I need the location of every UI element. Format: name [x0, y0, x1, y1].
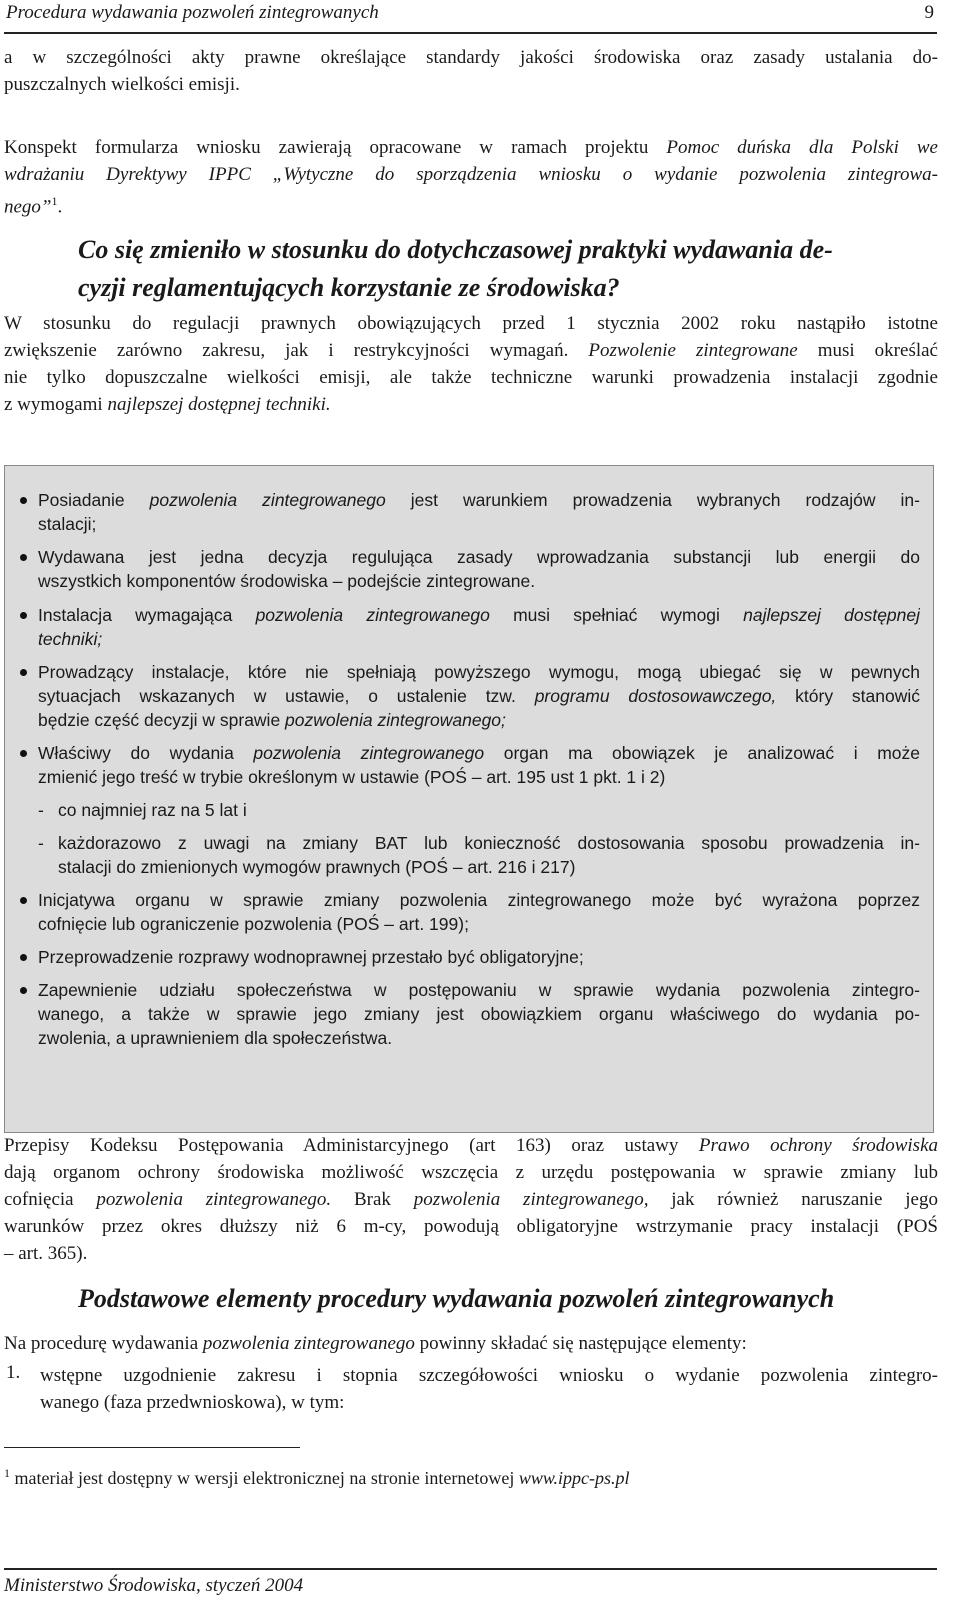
text-line: stalacji do zmienionych wymogów prawnych (POŚ – art. 216 i 217)	[58, 857, 576, 877]
kpa-paragraph	[4, 1132, 938, 1267]
term-italic: pozwolenia zintegrowanego	[149, 490, 386, 510]
page-footer: Ministerstwo Środowiska, styczeń 2004	[4, 1575, 304, 1596]
text-line: każdorazowo z uwagi na zmiany BAT lub konieczność dostosowania sposobu prowadzenia in-	[58, 833, 920, 853]
bullet-icon	[20, 612, 27, 619]
bullet-icon	[20, 897, 27, 904]
law-title: Prawo ochrony środowiska	[698, 1135, 938, 1156]
numbered-list-item	[40, 1362, 938, 1416]
text-span: powinny składać się następujące elementy:	[414, 1333, 747, 1354]
text-line: nie tylko dopuszczalne wielkości emisji, ale także techniczne warunki prowadzenia instalacji zgodnie	[4, 367, 938, 388]
footnote-reference[interactable]: 1	[51, 194, 58, 208]
text-span: cofnięcia	[4, 1189, 97, 1210]
intro-paragraph	[4, 44, 938, 98]
text-line: Zapewnienie udziału społeczeństwa w postępowaniu w sprawie wydania pozwolenia zintegro-	[38, 980, 920, 1000]
text-span: musi określać	[797, 340, 938, 361]
term-italic: najlepszej dostępnej	[743, 605, 920, 625]
footnote	[4, 1466, 630, 1489]
text-line: wstępne uzgodnienie zakresu i stopnia szczegółowości wniosku o wydanie pozwolenia zintegro-	[40, 1365, 938, 1386]
text-span: Posiadanie	[38, 490, 150, 510]
section-heading-changes	[78, 231, 833, 307]
konspekt-paragraph	[4, 134, 938, 218]
text-line: wanego, a także w sprawie jego zmiany jest obowiązkiem organu właściwego do wydania po-	[38, 1004, 920, 1024]
term-italic: pozwolenia zintegrowanego,	[413, 1189, 649, 1210]
text-span: Właściwy do wydania	[38, 743, 254, 763]
text-span: Na procedurę wydawania	[4, 1333, 203, 1354]
term-italic: pozwolenia zintegrowanego	[253, 743, 485, 763]
footnote-text: materiał jest dostępny w wersji elektronicznej na stronie internetowej	[10, 1468, 519, 1488]
term-italic: programu dostosowawczego,	[534, 686, 777, 706]
heading-line: Co się zmieniło w stosunku do dotychczasowej praktyki wydawania de-	[78, 235, 833, 264]
footnote-link[interactable]: www.ippc-ps.pl	[518, 1468, 630, 1488]
text-line: cofnięcie lub ograniczenie pozwolenia (POŚ – art. 199);	[38, 914, 469, 934]
text-line: Prowadzący instalacje, które nie spełniają powyższego wymogu, mogą ubiegać się w pewnych	[38, 662, 920, 682]
dash-marker: -	[38, 800, 44, 820]
term-italic: pozwolenia zintegrowanego;	[285, 710, 506, 730]
text-line: Przeprowadzenie rozprawy wodnoprawnej przestało być obligatoryjne;	[38, 947, 584, 967]
text-line: puszczalnych wielkości emisji.	[4, 74, 240, 95]
text-span: jak również naruszanie jego	[648, 1189, 938, 1210]
text-span: organ ma obowiązek je analizować i może	[484, 743, 920, 763]
text-span: Konspekt formularza wniosku zawierają opracowane w ramach projektu	[4, 137, 667, 158]
term-italic: pozwolenia zintegrowanego	[202, 1333, 415, 1354]
text-span: jest warunkiem prowadzenia wybranych rodzajów in-	[385, 490, 920, 510]
term-italic: pozwolenia zintegrowanego.	[96, 1189, 332, 1210]
footnote-divider	[4, 1447, 300, 1448]
heading-line: cyzji reglamentujących korzystanie ze środowiska?	[78, 273, 620, 302]
text-line: wszystkich komponentów środowiska – podejście zintegrowane.	[38, 571, 536, 591]
text-line: a w szczególności akty prawne określające standardy jakości środowiska oraz zasady ustalania do-	[4, 47, 938, 68]
text-span: .	[57, 196, 63, 218]
dash-marker: -	[38, 833, 44, 853]
text-span: który stanowić	[776, 686, 920, 706]
page-number: 9	[924, 2, 934, 23]
project-name: Pomoc duńska dla Polski we	[666, 137, 938, 158]
term-italic: najlepszej dostępnej techniki.	[107, 394, 331, 415]
running-header-title: Procedura wydawania pozwoleń zintegrowanych	[6, 2, 379, 23]
text-span: Brak	[331, 1189, 414, 1210]
text-line: zmienić jego treść w trybie określonym w ustawie (POŚ – art. 195 ust 1 pkt. 1 i 2)	[38, 767, 666, 787]
bullet-icon	[20, 750, 27, 757]
text-line: wanego (faza przedwnioskowa), w tym:	[40, 1392, 345, 1413]
text-span: musi spełniać wymogi	[489, 605, 744, 625]
changes-paragraph	[4, 310, 938, 418]
footer-divider	[4, 1568, 937, 1570]
text-span: Przepisy Kodeksu Postępowania Administarcyjnego (art 163) oraz ustawy	[4, 1135, 699, 1156]
text-line: Inicjatywa organu w sprawie zmiany pozwolenia zintegrowanego może być wyrażona poprzez	[38, 890, 920, 910]
bullet-icon	[20, 497, 27, 504]
bullet-icon	[20, 987, 27, 994]
text-span: sytuacjach wskazanych w ustawie, o ustalenie tzw.	[38, 686, 535, 706]
section-heading-elements: Podstawowe elementy procedury wydawania pozwoleń zintegrowanych	[78, 1284, 835, 1313]
text-line: W stosunku do regulacji prawnych obowiązujących przed 1 stycznia 2002 roku nastąpiło istotne	[4, 313, 938, 334]
text-span: z wymogami	[4, 394, 108, 415]
term-italic: pozwolenia zintegrowanego	[255, 605, 490, 625]
document-title: wdrażaniu Dyrektywy IPPC „Wytyczne do sporządzenia wniosku o wydanie pozwolenia zintegrowa-	[4, 164, 938, 185]
text-line: – art. 365).	[4, 1243, 88, 1264]
text-line: Wydawana jest jedna decyzja regulująca zasady wprowadzania substancji lub energii do	[38, 547, 920, 567]
footnote-mark: 1	[4, 1466, 10, 1480]
text-line: warunków przez okres dłuższy niż 6 m-cy, powodują obligatoryjne wstrzymanie pracy instalacji (POŚ	[4, 1216, 938, 1237]
text-span: zwiększenie zarówno zakresu, jak i restrykcyjności wymagań.	[4, 340, 589, 361]
text-line: dają organom ochrony środowiska możliwość wszczęcia z urzędu postępowania w sprawie zmiany lub	[4, 1162, 938, 1183]
header-divider	[4, 32, 937, 34]
bullet-icon	[20, 954, 27, 961]
text-line: co najmniej raz na 5 lat i	[58, 800, 247, 820]
document-title-end: nego”	[4, 196, 52, 218]
text-line: zwolenia, a uprawnieniem dla społeczeństwa.	[38, 1028, 393, 1048]
procedure-intro-paragraph	[4, 1330, 938, 1357]
text-span: będzie część decyzji w sprawie	[38, 710, 286, 730]
text-line: stalacji;	[38, 514, 97, 534]
bullet-icon	[20, 554, 27, 561]
text-span: Instalacja wymagająca	[38, 605, 256, 625]
term-italic: Pozwolenie zintegrowane	[588, 340, 798, 361]
list-number: 1.	[6, 1362, 21, 1383]
bullet-icon	[20, 669, 27, 676]
term-italic: techniki;	[38, 629, 103, 649]
